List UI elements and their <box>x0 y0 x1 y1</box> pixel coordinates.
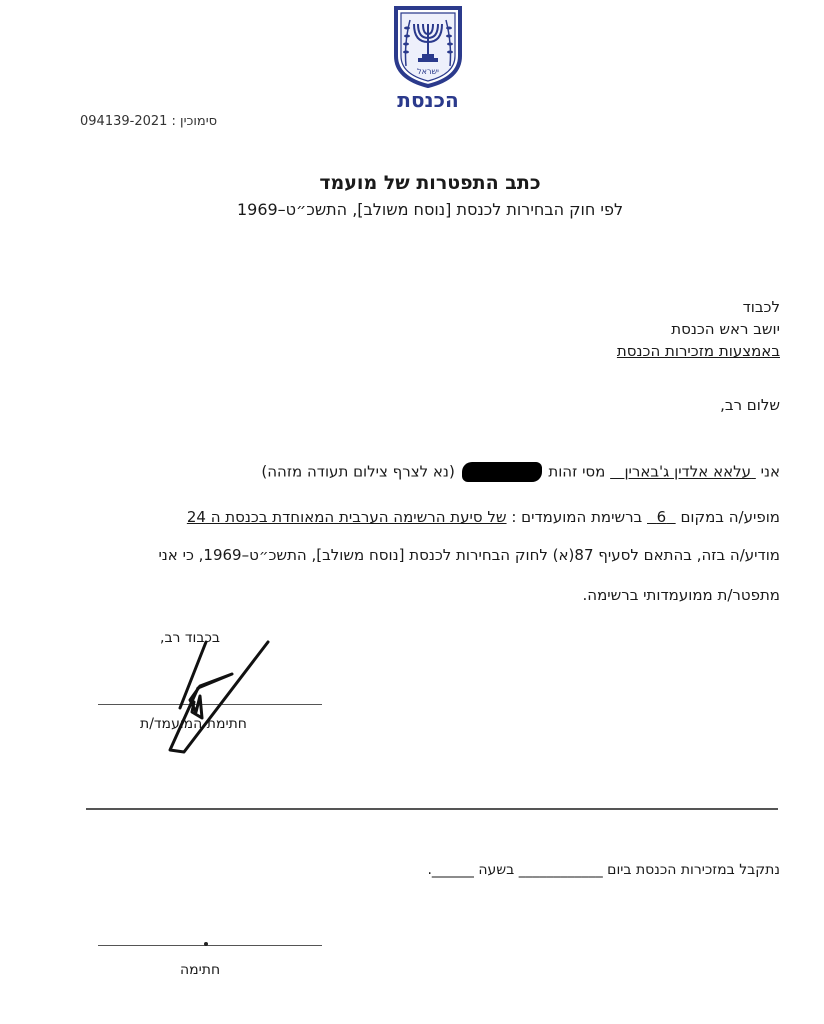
addressee-line-3: באמצעות מזכירות הכנסת <box>616 342 780 360</box>
declare-prefix: אני <box>760 462 780 481</box>
receipt-line: נתקבל במזכירות הכנסת ביום ____________ בשעה ______. <box>427 862 780 878</box>
reference-label: סימוכין : <box>171 114 218 129</box>
institution-name: הכנסת <box>397 88 459 112</box>
reference-line <box>80 114 217 129</box>
greeting: שלום רב, <box>720 396 780 414</box>
id-note: (נא לצרף צילום תעודה מזהה) <box>261 462 455 481</box>
document-subtitle: לפי חוק הבחירות לכנסת [נוסח משולב], התשכ״ט–1969 <box>236 200 624 219</box>
receipt-signature-label: חתימה <box>180 962 221 978</box>
svg-text:ישראל: ישראל <box>417 67 439 76</box>
closing-regards: בכבוד רב, <box>160 630 220 646</box>
section-divider <box>86 808 778 810</box>
position-prefix: מופיע/ה במקום <box>680 508 780 526</box>
resign-line: מתפטר/ת ממועמדותי ברשימה. <box>582 586 780 604</box>
candidate-signature-label: חתימת המועמד/ת <box>140 716 247 732</box>
position-number: 6 <box>656 508 667 526</box>
knesset-emblem-icon <box>392 4 464 88</box>
handwritten-signature-icon <box>140 630 280 760</box>
signature-line-dot <box>204 942 208 946</box>
list-name: של סיעת הרשימה הערבית המאוחדת בכנסת ה 24 <box>186 508 507 526</box>
addressee-line-2: יושב ראש הכנסת <box>671 320 780 338</box>
document-title: כתב התפטרות של מועמד <box>319 172 541 194</box>
id-label: מסי זהות <box>548 462 606 481</box>
receipt-signature-line <box>98 945 322 946</box>
position-mid: ברשימת המועמדים : <box>511 508 643 526</box>
declaration-line <box>261 462 780 482</box>
reference-number: 094139-2021 <box>80 114 168 129</box>
position-line <box>187 508 780 526</box>
addressee-line-1: לכבוד <box>742 298 780 316</box>
notify-line: מודיע/ה בזה, בהתאם לסעיף 87(א) לחוק הבחירות לכנסת [נוסח משולב], התשכ״ט–1969, כי אני <box>158 546 780 564</box>
candidate-name: עלאא אלדין ג'בארין <box>624 462 752 481</box>
redacted-id-number <box>462 462 542 482</box>
